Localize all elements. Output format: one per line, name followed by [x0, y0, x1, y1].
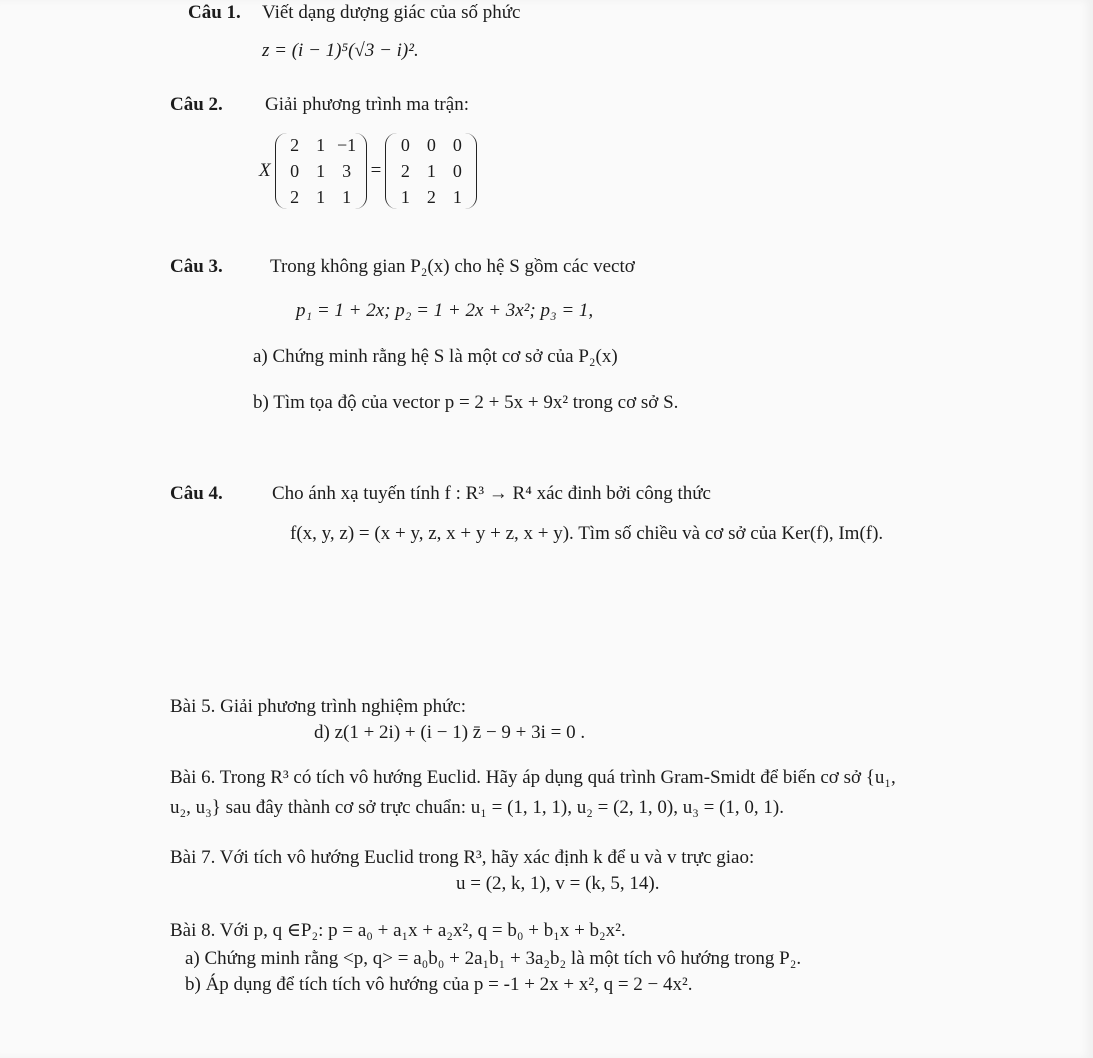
q1-formula: z = (i − 1)⁵(√3 − i)². — [262, 40, 419, 61]
matrix-variable: X — [259, 160, 271, 181]
q1-text: Viết dạng dượng giác của số phức — [262, 2, 521, 23]
matrix-a-cell: 1 — [316, 135, 326, 155]
b5-title: Bài 5. Giải phương trình nghiệm phức: — [170, 696, 467, 717]
b8-line1: Bài 8. Với p, q ∈P₂: p = a₀ + a₁x + a₂x², q = b₀ + b₁x + b₂x². — [170, 920, 626, 941]
matrix-a-cell: 2 — [290, 135, 300, 155]
b7-line1: Bài 7. Với tích vô hướng Euclid trong R³, hãy xác định k để u và v trực giao: — [170, 847, 755, 868]
q3-part-a: a) Chứng minh rằng hệ S là một cơ sở của P₂(x) — [253, 346, 618, 367]
matrix-b-cell: 0 — [400, 135, 410, 155]
matrix-b — [385, 133, 477, 209]
matrix-a-cell: 2 — [290, 187, 300, 207]
b6-line2: u₂, u₃} sau đây thành cơ sở trực chuẩn: u₁ = (1, 1, 1), u₂ = (2, 1, 0), u₃ = (1, 0, 1). — [170, 797, 784, 818]
q1-label: Câu 1. — [188, 2, 241, 23]
q4-label: Câu 4. — [170, 483, 223, 504]
matrix-a-cell: 0 — [290, 161, 300, 181]
q3-vectors: p₁ = 1 + 2x; p₂ = 1 + 2x + 3x²; p₃ = 1, — [296, 300, 594, 321]
q3-label: Câu 3. — [170, 256, 223, 277]
equals-sign: = — [370, 160, 382, 181]
matrix-a-cell: −1 — [337, 135, 357, 155]
b5-part-d: d) z(1 + 2i) + (i − 1) z̄ − 9 + 3i = 0 . — [314, 722, 586, 743]
b8-part-a: a) Chứng minh rằng <p, q> = a₀b₀ + 2a₁b₁ + 3a₂b₂ là một tích vô hướng trong P₂. — [185, 948, 802, 969]
matrix-b-cell: 2 — [400, 161, 410, 181]
q3-intro: Trong không gian P₂(x) cho hệ S gồm các vectơ — [270, 256, 635, 277]
q4-formula: f(x, y, z) = (x + y, z, x + y + z, x + y). Tìm số chiều và cơ sở của Ker(f), Im(f). — [290, 523, 884, 544]
matrix-b-cell: 1 — [426, 161, 436, 181]
q4-intro: Cho ánh xạ tuyến tính f : R³ → R⁴ xác đinh bởi công thức — [272, 483, 711, 504]
matrix-a-cell: 3 — [342, 161, 352, 181]
b6-line1: Bài 6. Trong R³ có tích vô hướng Euclid. Hãy áp dụng quá trình Gram-Smidt để biến cơ sở {u₁, — [170, 767, 896, 788]
b7-line2: u = (2, k, 1), v = (k, 5, 14). — [456, 873, 660, 894]
matrix-a-cell: 1 — [316, 187, 326, 207]
q2-label: Câu 2. — [170, 94, 223, 115]
matrix-a — [275, 133, 367, 209]
q2-text: Giải phương trình ma trận: — [265, 94, 469, 115]
b8-part-b: b) Áp dụng để tích tích vô hướng của p = -1 + 2x + x², q = 2 − 4x². — [185, 974, 693, 995]
matrix-b-cell: 0 — [452, 135, 462, 155]
matrix-equation — [255, 133, 477, 209]
matrix-b-cell: 1 — [452, 187, 462, 207]
matrix-a-cell: 1 — [316, 161, 326, 181]
matrix-b-cell: 0 — [426, 135, 436, 155]
q3-part-b: b) Tìm tọa độ của vector p = 2 + 5x + 9x² trong cơ sở S. — [253, 392, 679, 413]
matrix-a-cell: 1 — [342, 187, 352, 207]
matrix-b-cell: 1 — [400, 187, 410, 207]
matrix-b-cell: 0 — [452, 161, 462, 181]
matrix-b-cell: 2 — [426, 187, 436, 207]
